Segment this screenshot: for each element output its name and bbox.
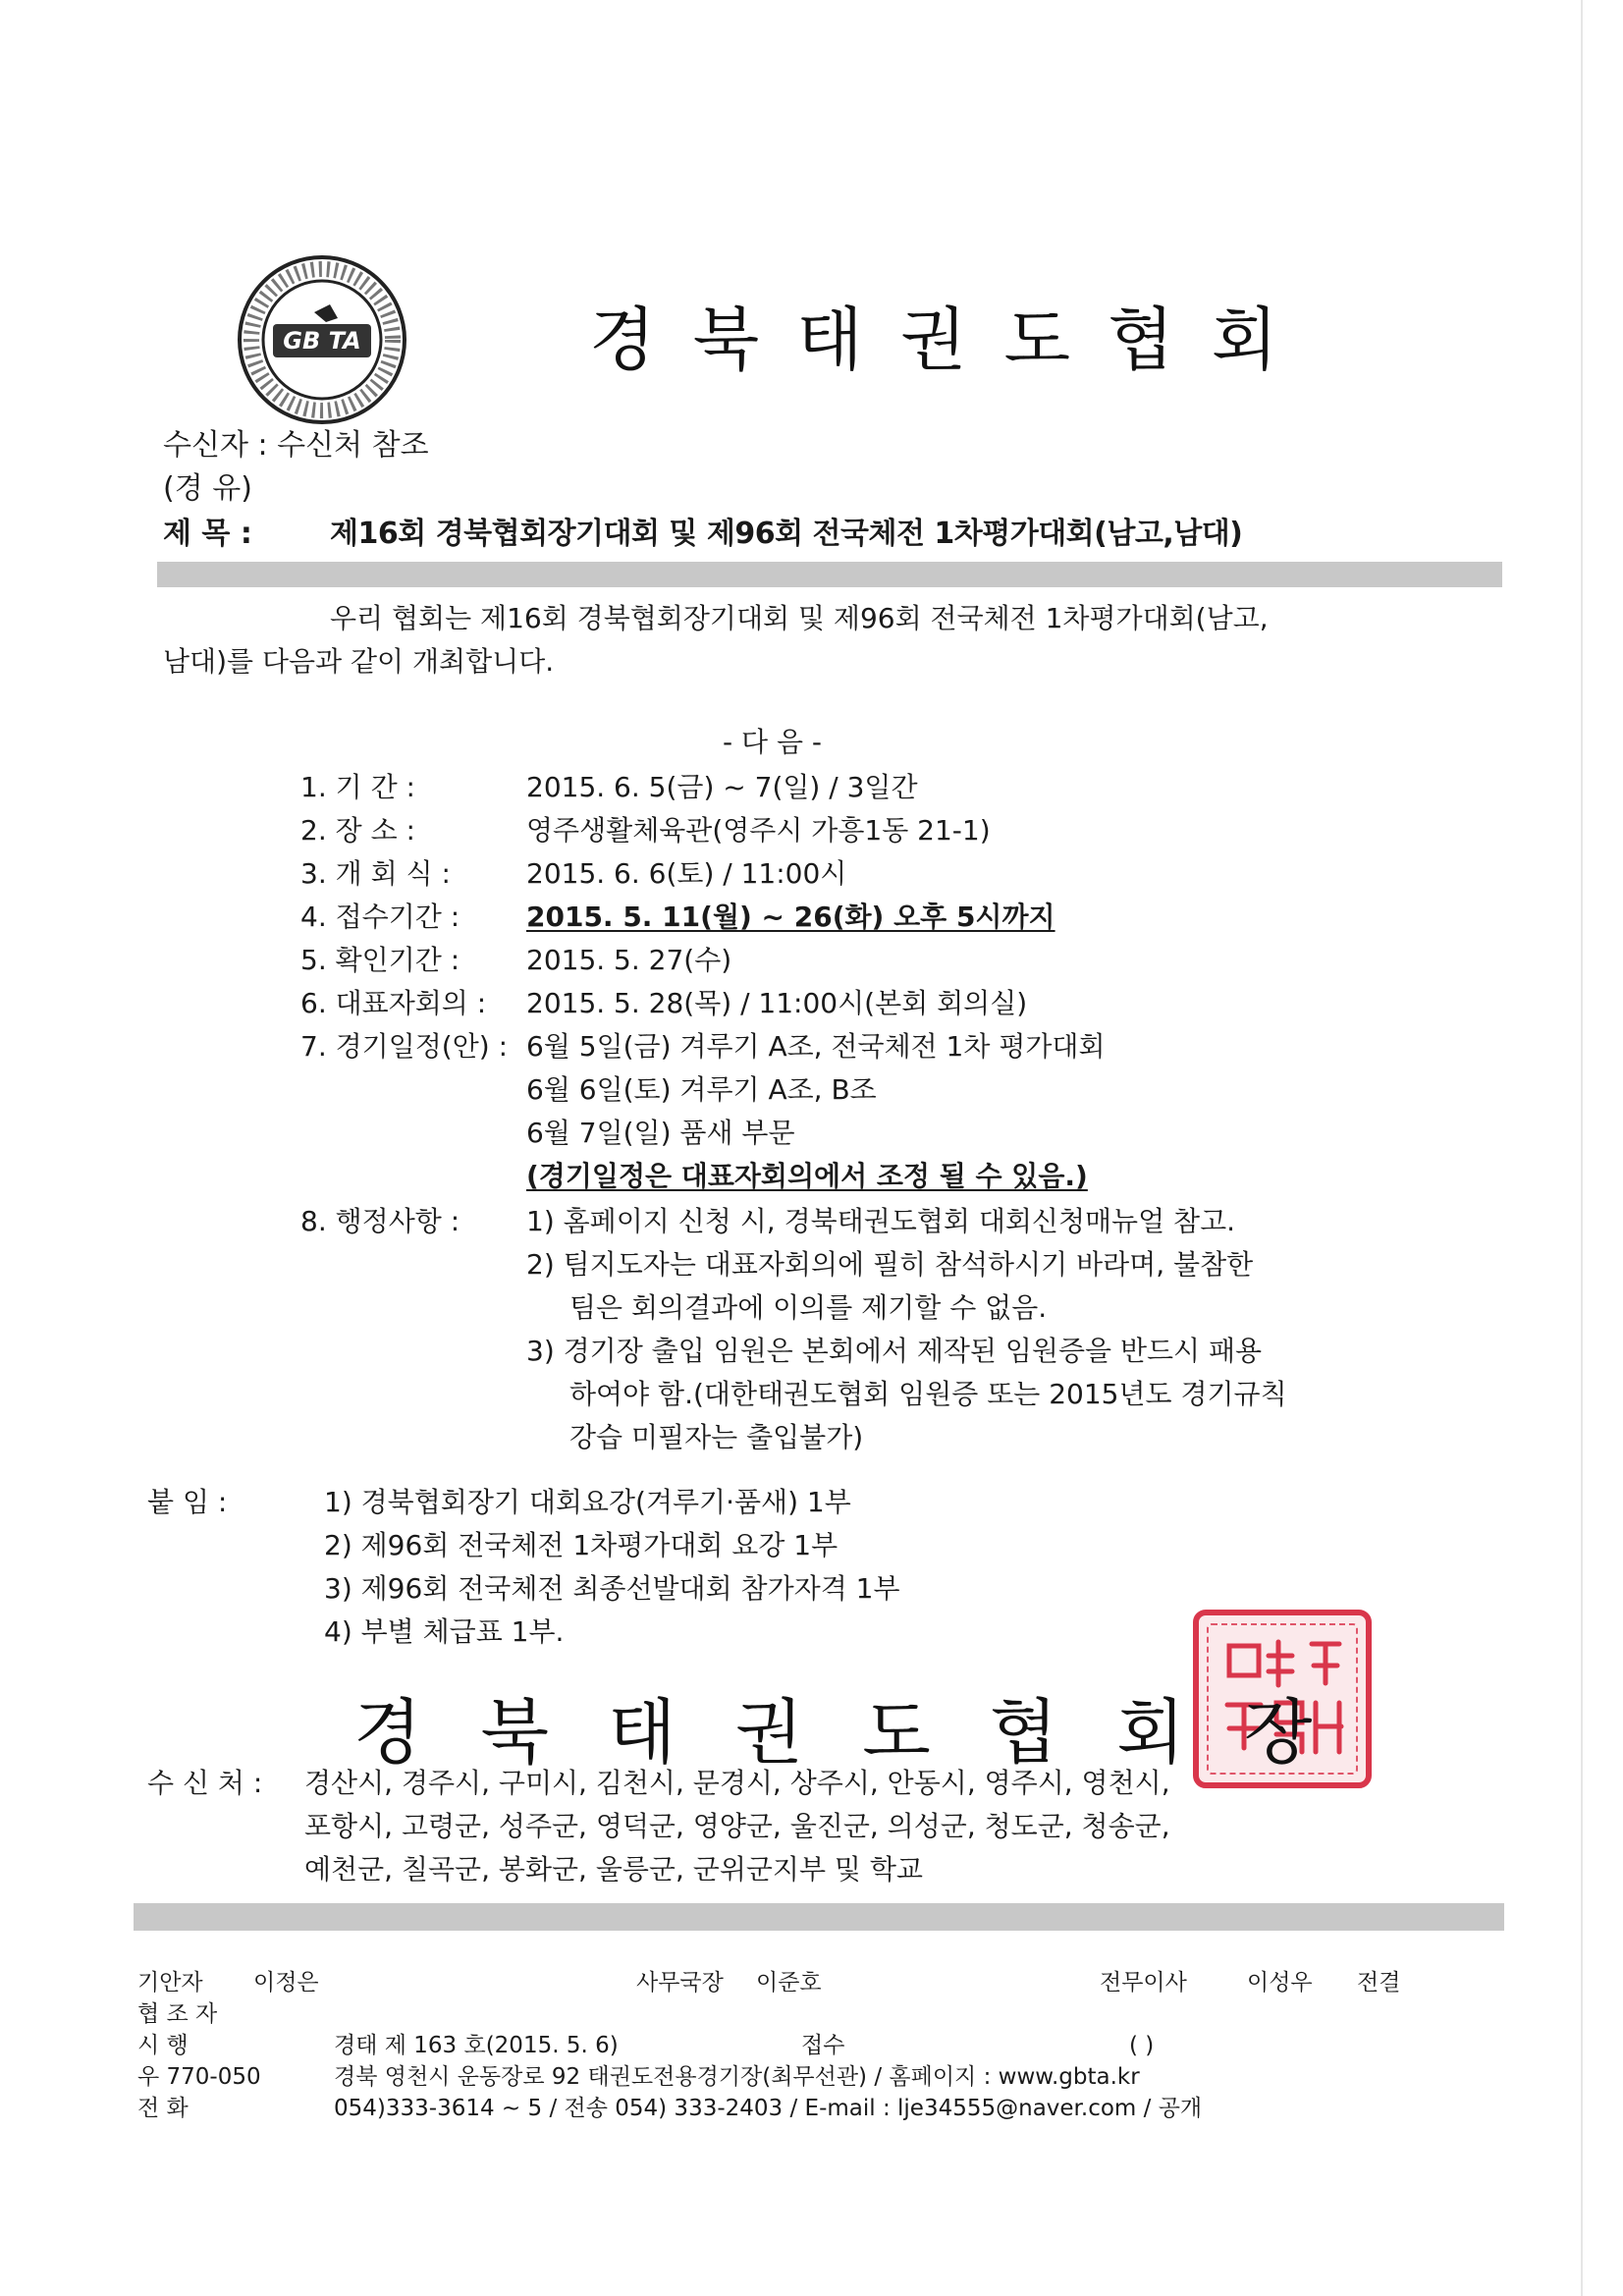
enforce-label: 시 행 bbox=[137, 2033, 189, 2058]
distribution-line-3: 예천군, 칠곡군, 봉화군, 울릉군, 군위군지부 및 학교 bbox=[304, 1853, 923, 1886]
association-logo bbox=[236, 253, 408, 426]
approval-mark: 전결 bbox=[1357, 1970, 1401, 1995]
admin-line-5: 하여야 함.(대한태권도협회 임원증 또는 2015년도 경기규칙 bbox=[569, 1378, 1287, 1410]
item-value-registration: 2015. 5. 11(월) ~ 26(화) 오후 5시까지 bbox=[526, 901, 1055, 933]
admin-label: 8. 행정사항 : bbox=[300, 1205, 460, 1237]
secretary-label: 사무국장 bbox=[636, 1970, 724, 1995]
admin-line-4: 3) 경기장 출입 임원은 본회에서 제작된 임원증을 반드시 패용 bbox=[526, 1335, 1263, 1367]
schedule-line-3: 6월 7일(일) 품새 부문 bbox=[526, 1117, 795, 1149]
phone-value: 054)333-3614 ~ 5 / 전송 054) 333-2403 / E-mail : lje34555@naver.com / 공개 bbox=[334, 2096, 1203, 2121]
item-label-registration: 4. 접수기간 : bbox=[300, 901, 460, 933]
distribution-line-1: 경산시, 경주시, 구미시, 김천시, 문경시, 상주시, 안동시, 영주시, 영천시, bbox=[304, 1767, 1170, 1799]
director-name: 이성우 bbox=[1247, 1970, 1313, 1995]
receipt-value: ( ) bbox=[1129, 2033, 1155, 2058]
admin-line-2: 2) 팀지도자는 대표자회의에 필히 참석하시기 바라며, 불참한 bbox=[526, 1248, 1254, 1281]
receipt-label: 접수 bbox=[801, 2033, 845, 2058]
address-label: 우 770-050 bbox=[137, 2064, 261, 2090]
item-value-schedule: 6월 5일(금) 겨루기 A조, 전국체전 1차 평가대회 bbox=[526, 1030, 1106, 1063]
intro-line-2: 남대)를 다음과 같이 개최합니다. bbox=[163, 645, 555, 678]
via-line: (경 유) bbox=[163, 471, 252, 506]
item-value-meeting: 2015. 5. 28(목) / 11:00시(본회 회의실) bbox=[526, 987, 1028, 1019]
drafter-name: 이정은 bbox=[253, 1970, 319, 1995]
attachment-item-4: 4) 부별 체급표 1부. bbox=[324, 1615, 565, 1648]
subject-text: 제16회 경북협회장기대회 및 제96회 전국체전 1차평가대회(남고,남대) bbox=[330, 517, 1243, 551]
organization-title: 경북태권도협회 bbox=[589, 300, 1316, 380]
item-label-opening: 3. 개 회 식 : bbox=[300, 857, 451, 890]
distribution-label: 수 신 처 : bbox=[147, 1767, 263, 1799]
phone-label: 전 화 bbox=[137, 2096, 189, 2121]
section-heading: - 다 음 - bbox=[723, 726, 823, 758]
intro-line-1: 우리 협회는 제16회 경북협회장기대회 및 제96회 전국체전 1차평가대회(남고, bbox=[330, 602, 1269, 634]
director-label: 전무이사 bbox=[1100, 1970, 1187, 1995]
admin-line-6: 강습 미필자는 출입불가) bbox=[569, 1421, 864, 1453]
attachments-label: 붙 임 : bbox=[147, 1486, 228, 1518]
item-label-schedule: 7. 경기일정(안) : bbox=[300, 1030, 509, 1063]
admin-line-3: 팀은 회의결과에 이의를 제기할 수 없음. bbox=[569, 1291, 1048, 1324]
drafter-label: 기안자 bbox=[137, 1970, 203, 1995]
subject-label: 제 목 : bbox=[163, 517, 252, 551]
item-value-confirm: 2015. 5. 27(수) bbox=[526, 944, 732, 976]
item-label-confirm: 5. 확인기간 : bbox=[300, 944, 460, 976]
svg-text:GB TA: GB TA bbox=[283, 327, 361, 355]
item-label-period: 1. 기 간 : bbox=[300, 771, 415, 803]
distribution-line-2: 포항시, 고령군, 성주군, 영덕군, 영양군, 울진군, 의성군, 청도군, 청송군, bbox=[304, 1810, 1170, 1842]
item-value-venue: 영주생활체육관(영주시 가흥1동 21-1) bbox=[526, 814, 991, 847]
item-value-opening: 2015. 6. 6(토) / 11:00시 bbox=[526, 857, 847, 890]
cooperator-label: 협 조 자 bbox=[137, 2001, 218, 2027]
subject-divider-bar bbox=[157, 562, 1502, 587]
admin-line-1: 1) 홈페이지 신청 시, 경북태권도협회 대회신청매뉴얼 참고. bbox=[526, 1205, 1236, 1237]
schedule-line-2: 6월 6일(토) 겨루기 A조, B조 bbox=[526, 1073, 877, 1106]
scan-edge-line bbox=[1581, 0, 1583, 2296]
attachment-item-1: 1) 경북협회장기 대회요강(겨루기·품새) 1부 bbox=[324, 1486, 851, 1518]
item-value-period: 2015. 6. 5(금) ~ 7(일) / 3일간 bbox=[526, 771, 918, 803]
item-label-meeting: 6. 대표자회의 : bbox=[300, 987, 487, 1019]
association-head-signature: 경북태권도협회장 bbox=[353, 1691, 1372, 1774]
enforce-value: 경태 제 163 호(2015. 5. 6) bbox=[334, 2033, 619, 2058]
secretary-name: 이준호 bbox=[756, 1970, 822, 1995]
address-value: 경북 영천시 운동장로 92 태권도전용경기장(최무선관) / 홈페이지 : www.gbta.kr bbox=[334, 2064, 1140, 2090]
attachment-item-3: 3) 제96회 전국체전 최종선발대회 참가자격 1부 bbox=[324, 1572, 900, 1605]
item-label-venue: 2. 장 소 : bbox=[300, 814, 415, 847]
recipient-line: 수신자 : 수신처 참조 bbox=[163, 428, 429, 463]
schedule-note: (경기일정은 대표자회의에서 조정 될 수 있음.) bbox=[526, 1160, 1088, 1192]
footer-divider-bar bbox=[134, 1903, 1504, 1931]
attachment-item-2: 2) 제96회 전국체전 1차평가대회 요강 1부 bbox=[324, 1529, 839, 1561]
